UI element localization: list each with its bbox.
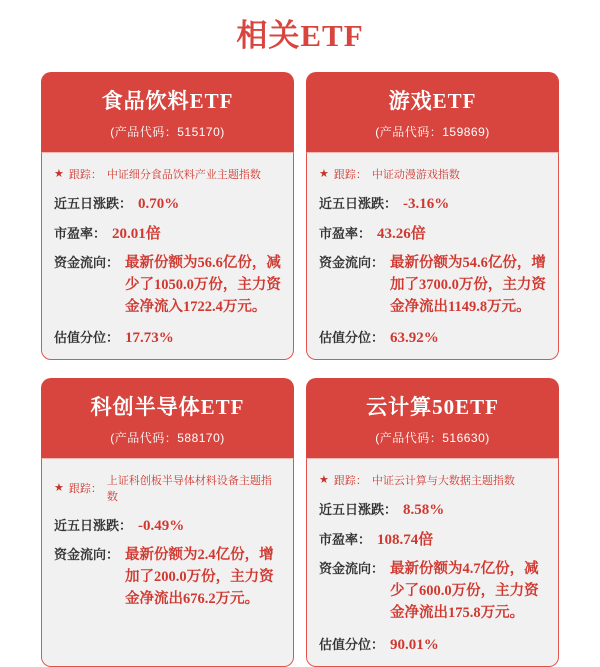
page-title [0,10,600,55]
five-day-label: 近五日涨跌： [319,196,398,211]
etf-product-code: (产品代码：515170) [110,125,225,139]
etf-card-body [41,152,294,360]
fund-flow-value: 最新份额为56.6亿份，减少了1050.0万份，主力资金净流入1722.4万元。 [125,255,281,315]
etf-name-en: 50ETF [432,395,499,420]
valuation-row [319,327,546,347]
etf-name-zh: 游戏 [388,90,433,113]
fund-flow-row [319,252,546,318]
etf-card-cloud-computing [306,378,559,666]
five-day-value: 0.70% [138,196,180,212]
pe-label: 市盈率： [319,226,372,241]
etf-name-en: ETF [200,395,245,420]
fund-flow-row [54,252,281,318]
five-day-label: 近五日涨跌： [54,518,133,534]
pe-row [319,222,546,243]
valuation-label: 估值分位： [319,330,385,346]
etf-name-zh: 云计算 [366,396,433,420]
five-day-row [54,193,281,213]
five-day-label: 近五日涨跌： [54,196,133,211]
pe-row [319,528,546,549]
five-day-value: 8.58% [403,502,445,519]
tracking-index: 中证云计算与大数据主题指数 [371,475,515,488]
etf-card-header [41,378,294,458]
five-day-row [54,515,281,535]
valuation-label: 估值分位： [54,330,120,346]
five-day-value: -3.16% [403,196,450,212]
etf-name [49,391,286,421]
etf-card-body [306,458,559,666]
tracking-row [54,472,281,504]
tracking-label: 跟踪： [68,483,102,496]
valuation-row [319,634,546,654]
etf-card-body [306,152,559,360]
valuation-value: 17.73% [125,330,174,347]
etf-card-food-beverage [41,72,294,360]
tracking-index: 中证细分食品饮料产业主题指数 [106,169,261,181]
tracking-label: 跟踪： [68,169,102,181]
etf-name [314,391,551,421]
tracking-label: 跟踪： [333,169,367,181]
etf-name-zh: 科创半导体 [90,396,201,420]
etf-name [314,85,551,115]
star-icon: ★ [319,473,329,486]
etf-card-header [41,72,294,152]
pe-label: 市盈率： [319,532,372,548]
etf-name-en: ETF [189,89,234,113]
star-icon: ★ [54,481,64,494]
tracking-index: 中证动漫游戏指数 [371,169,460,181]
etf-name [49,85,286,115]
valuation-label: 估值分位： [319,636,385,652]
page-title-en: ETF [300,18,364,53]
fund-flow-row [54,544,281,610]
tracking-row [319,166,546,182]
fund-flow-value: 最新份额为2.4亿份，增加了200.0万份，主力资金净流出676.2万元。 [125,547,274,607]
etf-card-game [306,72,559,360]
valuation-value: 63.92% [390,330,439,347]
valuation-row [54,327,281,347]
fund-flow-value: 最新份额为54.6亿份，增加了3700.0万份，主力资金净流出1149.8万元。 [390,255,546,315]
etf-card-header [306,72,559,152]
etf-card-body [41,458,294,666]
tracking-row [319,472,546,488]
fund-flow-label: 资金流向： [54,547,120,563]
fund-flow-label: 资金流向： [319,561,385,577]
fund-flow-label: 资金流向： [319,255,385,270]
pe-label: 市盈率： [54,226,107,241]
five-day-row [319,193,546,213]
five-day-label: 近五日涨跌： [319,502,398,518]
five-day-row [319,499,546,519]
pe-value: 20.01倍 [112,226,161,242]
etf-product-code: (产品代码：159869) [375,125,490,139]
five-day-value: -0.49% [138,518,185,535]
fund-flow-value: 最新份额为4.7亿份，减少了600.0万份，主力资金净流出175.8万元。 [390,561,539,621]
etf-product-code: (产品代码：516630) [375,431,490,446]
valuation-value: 90.01% [390,636,439,653]
page-title-zh: 相关 [236,18,301,53]
pe-row [54,222,281,243]
etf-card-grid [41,72,559,667]
etf-name-zh: 食品饮料 [101,90,190,113]
tracking-row [54,166,281,182]
star-icon: ★ [319,167,329,180]
fund-flow-label: 资金流向： [54,255,120,270]
pe-value: 43.26倍 [377,226,426,242]
tracking-label: 跟踪： [333,475,367,488]
pe-value: 108.74倍 [377,532,434,549]
fund-flow-row [319,558,546,624]
etf-card-sci-semiconductor [41,378,294,666]
etf-name-en: ETF [432,89,477,113]
tracking-index: 上证科创板半导体材料设备主题指数 [106,475,272,504]
etf-card-header [306,378,559,458]
star-icon: ★ [54,167,64,180]
etf-product-code: (产品代码：588170) [110,431,225,446]
